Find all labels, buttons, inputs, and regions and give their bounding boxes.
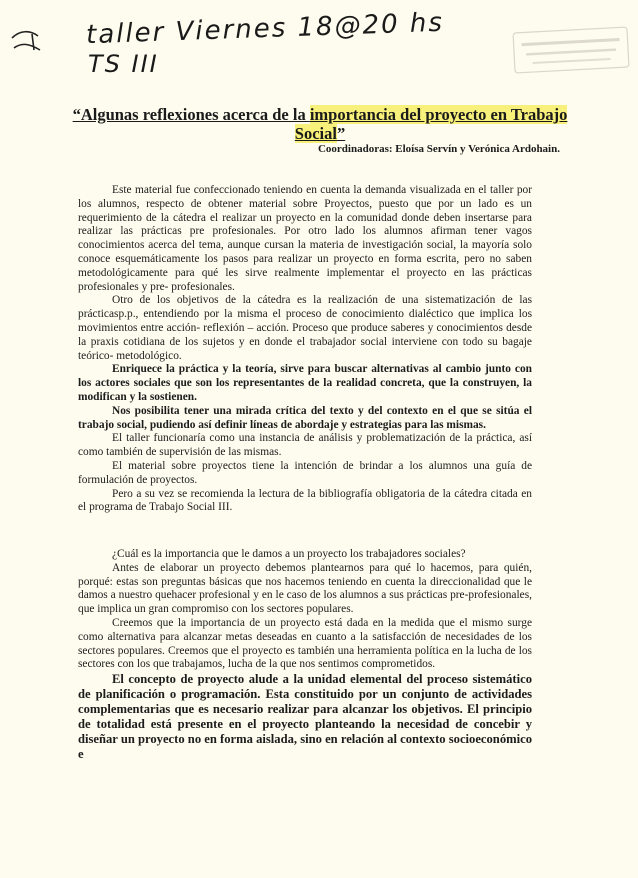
paragraph-6: El material sobre proyectos tiene la intención de brindar a los alumnos una guía de formulación de proyectos. — [78, 459, 532, 486]
title-part-2-highlighted: importancia del proyecto en Trabajo Social — [294, 105, 568, 143]
coordinators-line: Coordinadoras: Eloísa Servín y Verónica Ardohain. — [317, 143, 560, 155]
paragraph-1: Este material fue confeccionado teniendo en cuenta la demanda visualizada en el taller por los alumnos, respecto de obtener material sobre Proyectos, puesto que por un lado es un requerimiento de la cátedra el realizar un proyecto en la comunidad donde deben insertarse para realizar las prácticas pre profesionales. Por otro lado los alumnos afirman tener vagos conocimientos acerca del tema, aunque cursan la materia de investigación social, la mayoría solo conoce esquemáticamente los pasos para realizar un proyecto en forma escrita, pero no saben metodológicamente para qué les sirve realmente implementar el proyecto en las prácticas profesionales y pre- profesionales. — [78, 184, 532, 293]
title-part-1: “Algunas reflexiones acerca de la — [72, 105, 310, 124]
faded-stamp — [511, 25, 631, 75]
paragraph-5: El taller funcionaría como una instancia de análisis y problematización de la práctica, así como también de supervisión de las mismas. — [78, 432, 532, 459]
section-paragraph-3: El concepto de proyecto alude a la unidad elemental del proceso sistemático de planificación o programación. Esta constituido por un conjunto de actividades complementarias que es necesario realizar para alcanzar los objetivos. El principio de totalidad está presente en el proyecto planteando la necesidad de concebir y diseñar un proyecto no en forma aislada, sino en relación al contexto socioeconómico e — [78, 672, 532, 762]
document-title — [70, 105, 570, 143]
importance-section — [78, 548, 532, 762]
paragraph-3: Enriquece la práctica y la teoría, sirve para buscar alternativas al cambio junto con los actores sociales que son los representantes de la realidad concreta, que la construyen, la modifican y la sostienen. — [78, 363, 532, 403]
intro-body — [78, 184, 532, 515]
paragraph-4: Nos posibilita tener una mirada crítica del texto y del contexto en el que se sitúa el trabajo social, pudiendo así definir líneas de abordaje y estrategias para las mismas. — [78, 404, 532, 431]
section-paragraph-1: Antes de elaborar un proyecto debemos plantearnos para qué lo hacemos, para quién, porqué: estas son preguntas básicas que nos hacemos teniendo en cuenta la direccionalidad que le damos a nuestro quehacer profesional y en le caso de los alumnos a sus prácticas pre-profesionales, que implica un gran compromiso con los sectores populares. — [78, 561, 532, 616]
title-part-3: ” — [336, 124, 346, 143]
pen-scribble-mark — [8, 20, 48, 60]
handwritten-note-line2: TS III — [88, 50, 159, 78]
section-paragraph-2: Creemos que la importancia de un proyecto está dada en la medida que el mismo surge como alternativa para alcanzar metas deseadas en cuanto a la satisfacción de necesidades de los sectores populares. Creemos que el proyecto es también una herramienta política en la lucha de los sectores con los que trabajamos, lucha de la que nos sentimos comprometidos. — [78, 616, 532, 671]
paragraph-7: Pero a su vez se recomienda la lectura de la bibliografía obligatoria de la cátedra citada en el programa de Trabajo Social III. — [78, 487, 532, 514]
section-question: ¿Cuál es la importancia que le damos a un proyecto los trabajadores sociales? — [112, 548, 466, 560]
paragraph-2: Otro de los objetivos de la cátedra es la realización de una sistematización de las prácticasp.p., entendiendo por la misma el proceso de conocimiento dialéctico que implica los movimientos entre acción- reflexión – acción. Proceso que produce saberes y conocimientos desde la praxis cotidiana de los sujetos y en donde el trabajador social interviene con todo su bagaje teórico- metodológico. — [78, 294, 532, 362]
handwritten-note-line1: taller Viernes 18@20 hs — [85, 7, 445, 51]
